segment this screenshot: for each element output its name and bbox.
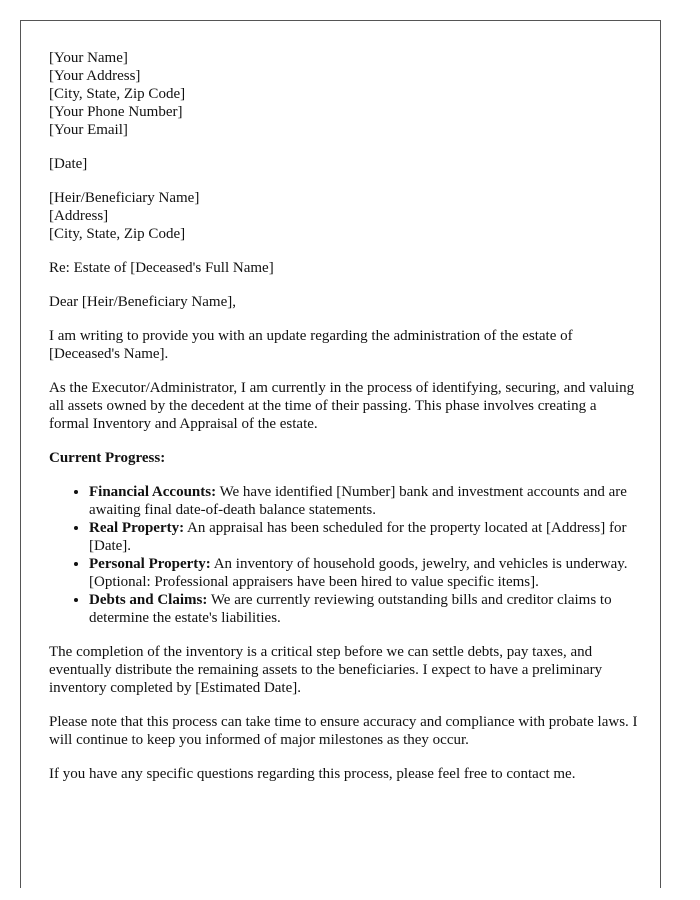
sender-address: [Your Address]	[49, 68, 141, 84]
letter-page	[20, 20, 661, 888]
progress-list	[49, 483, 639, 627]
sender-city-state-zip: [City, State, Zip Code]	[49, 86, 186, 102]
letter-content	[49, 49, 639, 799]
list-item-label: Real Property:	[89, 520, 185, 536]
list-item-label: Financial Accounts:	[89, 484, 217, 500]
list-item-text: We are currently reviewing outstanding bills and creditor claims to determine the estate's liabilities.	[89, 592, 612, 626]
list-item	[89, 519, 639, 555]
note-paragraph: Please note that this process can take time to ensure accuracy and compliance with probate laws. I will continue to keep you informed of major milestones as they occur.	[49, 714, 638, 748]
letter-date: [Date]	[49, 156, 88, 172]
list-item-label: Debts and Claims:	[89, 592, 208, 608]
recipient-address: [Address]	[49, 208, 109, 224]
list-item	[89, 591, 639, 627]
list-item-text: We have identified [Number] bank and investment accounts and are awaiting final date-of-death balance statements.	[89, 484, 627, 518]
list-item-label: Personal Property:	[89, 556, 211, 572]
progress-heading: Current Progress:	[49, 450, 166, 466]
recipient-block	[49, 189, 639, 243]
recipient-name: [Heir/Beneficiary Name]	[49, 190, 200, 206]
sender-phone: [Your Phone Number]	[49, 104, 183, 120]
salutation: Dear [Heir/Beneficiary Name],	[49, 294, 236, 310]
subject-line: Re: Estate of [Deceased's Full Name]	[49, 260, 274, 276]
completion-paragraph: The completion of the inventory is a critical step before we can settle debts, pay taxes, and eventually distribute the remaining assets to the beneficiaries. I expect to have a preliminary inventory completed by [Estimated Date].	[49, 644, 603, 696]
sender-block	[49, 49, 639, 139]
list-item-text: An inventory of household goods, jewelry, and vehicles is underway. [Optional: Professional appraisers have been hired to value specific items].	[89, 556, 628, 590]
list-item-text: An appraisal has been scheduled for the property located at [Address] for [Date].	[89, 520, 627, 554]
sender-name: [Your Name]	[49, 50, 128, 66]
role-paragraph: As the Executor/Administrator, I am currently in the process of identifying, securing, and valuing all assets owned by the decedent at the time of their passing. This phase involves creating a formal Inventory and Appraisal of the estate.	[49, 380, 635, 432]
intro-paragraph: I am writing to provide you with an update regarding the administration of the estate of [Deceased's Name].	[49, 328, 573, 362]
recipient-city-state-zip: [City, State, Zip Code]	[49, 226, 186, 242]
list-item	[89, 555, 639, 591]
questions-paragraph: If you have any specific questions regarding this process, please feel free to contact me.	[49, 766, 576, 782]
list-item	[89, 483, 639, 519]
sender-email: [Your Email]	[49, 122, 128, 138]
date-line	[49, 155, 639, 173]
